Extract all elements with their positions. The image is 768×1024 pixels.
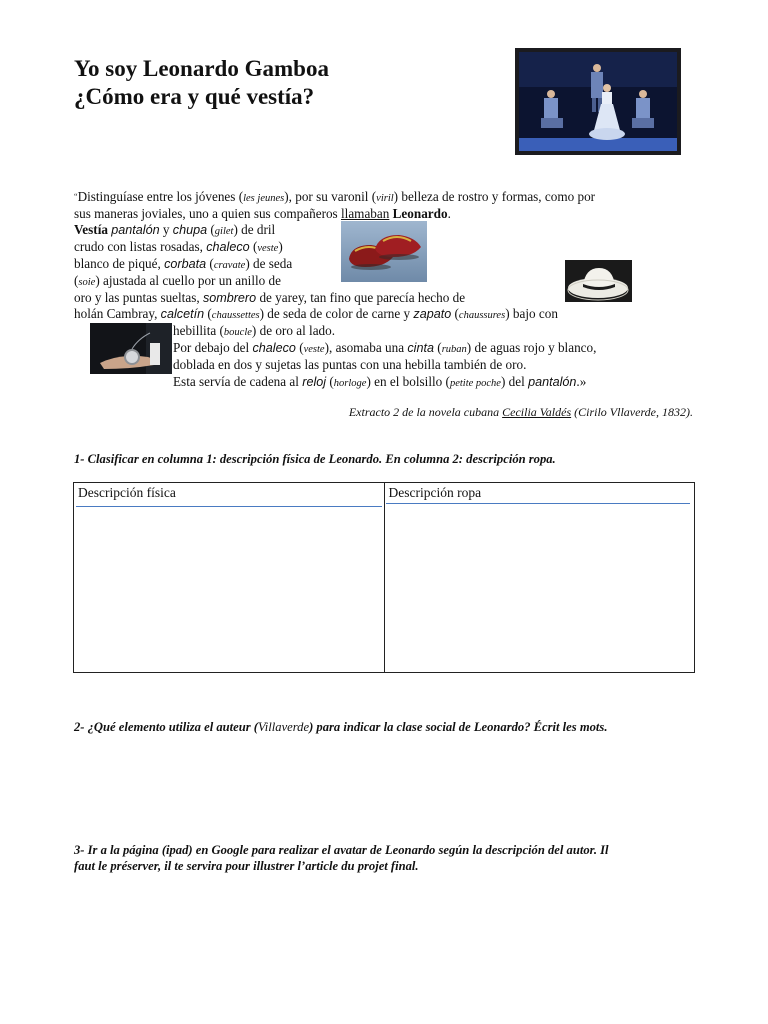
paragraph-line-6: (soie) ajustada al cuello por un anillo de [74, 273, 281, 288]
watch-photo [90, 323, 172, 374]
stage-photo [515, 48, 681, 155]
paragraph-line-4: crudo con listas rosadas, chaleco (veste) [74, 239, 283, 254]
hat-photo [565, 260, 632, 302]
column-2-header: Descripción ropa [388, 485, 482, 500]
question-3 [74, 842, 609, 874]
column-1-header: Descripción física [78, 485, 176, 500]
paragraph-line-10: Por debajo del chaleco (veste), asomaba una cinta (ruban) de aguas rojo y blanco, [173, 340, 597, 355]
paragraph-line-9: hebillita (boucle) de oro al lado. [173, 323, 336, 338]
question-2: 2- ¿Qué elemento utiliza el auteur (Villaverde) para indicar la clase social de Leonardo? Écrit les mots. [74, 720, 608, 734]
paragraph-line-3: Vestía pantalón y chupa (gilet) de dril [74, 222, 276, 237]
classification-table [73, 482, 695, 673]
question-3-line-1: 3- Ir a la página (ipad) en Google para realizar el avatar de Leonardo según la descripción del autor. Il [74, 843, 609, 857]
paragraph-line-8: holán Cambray, calcetín (chaussettes) de seda de color de carne y zapato (chaussures) bajo con [74, 306, 558, 321]
question-1: 1- Clasificar en columna 1: descripción física de Leonardo. En columna 2: descripción ropa. [74, 452, 556, 466]
paragraph-line-5: blanco de piqué, corbata (cravate) de seda [74, 256, 293, 271]
shoes-photo [341, 221, 427, 282]
column-1-rule [76, 506, 382, 507]
page-title [74, 55, 329, 111]
source-credit: Extracto 2 de la novela cubana Cecilia Valdés (Cirilo Vllaverde, 1832). [348, 405, 693, 419]
paragraph-line-11: doblada en dos y sujetas las puntas con una hebilla también de oro. [173, 357, 527, 372]
paragraph-line-7: oro y las puntas sueltas, sombrero de yarey, tan fino que parecía hecho de [74, 290, 466, 305]
title-line-2: ¿Cómo era y qué vestía? [74, 84, 315, 109]
title-line-1: Yo soy Leonardo Gamboa [74, 56, 329, 81]
question-3-line-2: faut le préserver, il te servira pour illustrer l’article du projet final. [74, 859, 419, 873]
column-2-rule [386, 503, 690, 504]
paragraph-line-2: sus maneras joviales, uno a quien sus compañeros llamaban Leonardo. [74, 206, 451, 221]
paragraph-line-12: Esta servía de cadena al reloj (horloge) en el bolsillo (petite poche) del pantalón.» [173, 374, 587, 389]
column-physical-description[interactable] [74, 483, 385, 673]
paragraph-line-1: “Distinguíase entre los jóvenes (les jeunes), por su varonil (viril) belleza de rostro y formas, como por [74, 189, 596, 204]
column-clothing-description[interactable] [384, 483, 695, 673]
